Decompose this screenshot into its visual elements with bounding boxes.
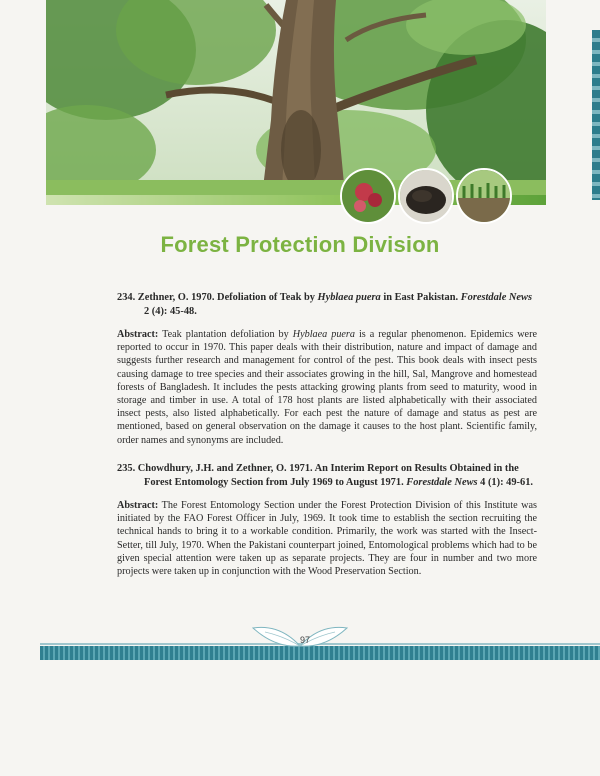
- abstract-label: Abstract:: [117, 329, 159, 340]
- reference-citation: [117, 462, 537, 490]
- abstract-paragraph: [117, 499, 537, 578]
- citation-journal: Forestdale News: [460, 292, 532, 303]
- citation-journal: Forestdale News: [406, 477, 478, 488]
- reference-citation: [117, 291, 537, 319]
- section-title: Forest Protection Division: [160, 232, 440, 257]
- citation-location: in East Pakistan.: [380, 292, 461, 303]
- reference-entry-235: [117, 462, 537, 578]
- citation-species: Hyblaea puera: [317, 292, 381, 303]
- abstract-label: Abstract:: [117, 500, 159, 511]
- citation-authors-title: 234. Zethner, O. 1970. Defoliation of Teak by: [117, 292, 318, 303]
- reference-entry-234: [117, 291, 537, 447]
- red-flower-photo-icon: [340, 168, 396, 224]
- abstract-text-start: Teak plantation defoliation by: [158, 329, 293, 340]
- citation-main: 235. Chowdhury, J.H. and Zethner, O. 1971. An Interim Report on Results Obtained in the Forest Entomology Section from July 1969 to August 1971.: [117, 463, 519, 488]
- page-number: 97: [299, 635, 310, 645]
- abstract-species: Hyblaea puera: [292, 329, 355, 340]
- page-edge-decoration: [592, 30, 600, 200]
- abstract-text-rest: is a regular phenomenon. Epidemics were reported to occur in 1970. This paper deals with their distribution, nature and impact of damage and suggests further research and management for control of the pest. This book deals with insect pests causing damage to tree species and their associates growing in the hill, Sal, Mangrove and homestead forests of Bangladesh. It includes the pests attacking growing plants from seed to maturity, wood in storage and timber in use. A total of 178 host plants are listed alphabetically with their associated insect pests, also listed alphabetically. For each pest the nature of damage and status as pest are mentioned, based on general observation on the damage it causes to the host plant. Scientific family, order names and synonyms are included.: [117, 329, 537, 446]
- citation-volume: 4 (1): 49-61.: [477, 477, 533, 488]
- abstract-text: The Forest Entomology Section under the Forest Protection Division of this Institute was initiated by the FAO Forest Officer in July, 1969. It took time to establish the section recruiting the technical hands to bring it to a workable condition. Primarily, the work was started with the Insect-Setter, till July, 1970. When the Pakistani counterpart joined, Entomological problems which had to be given special attention were taken up as separate projects. They are four in number and two more projects were taken up in conjunction with the Wood Preservation Section.: [117, 500, 537, 578]
- citation-volume: 2 (4): 45-48.: [144, 306, 197, 317]
- dark-seeds-photo-icon: [398, 168, 454, 224]
- nursery-seedlings-photo-icon: [456, 168, 512, 224]
- banner-thumbnails: [340, 168, 540, 218]
- abstract-paragraph: [117, 328, 537, 447]
